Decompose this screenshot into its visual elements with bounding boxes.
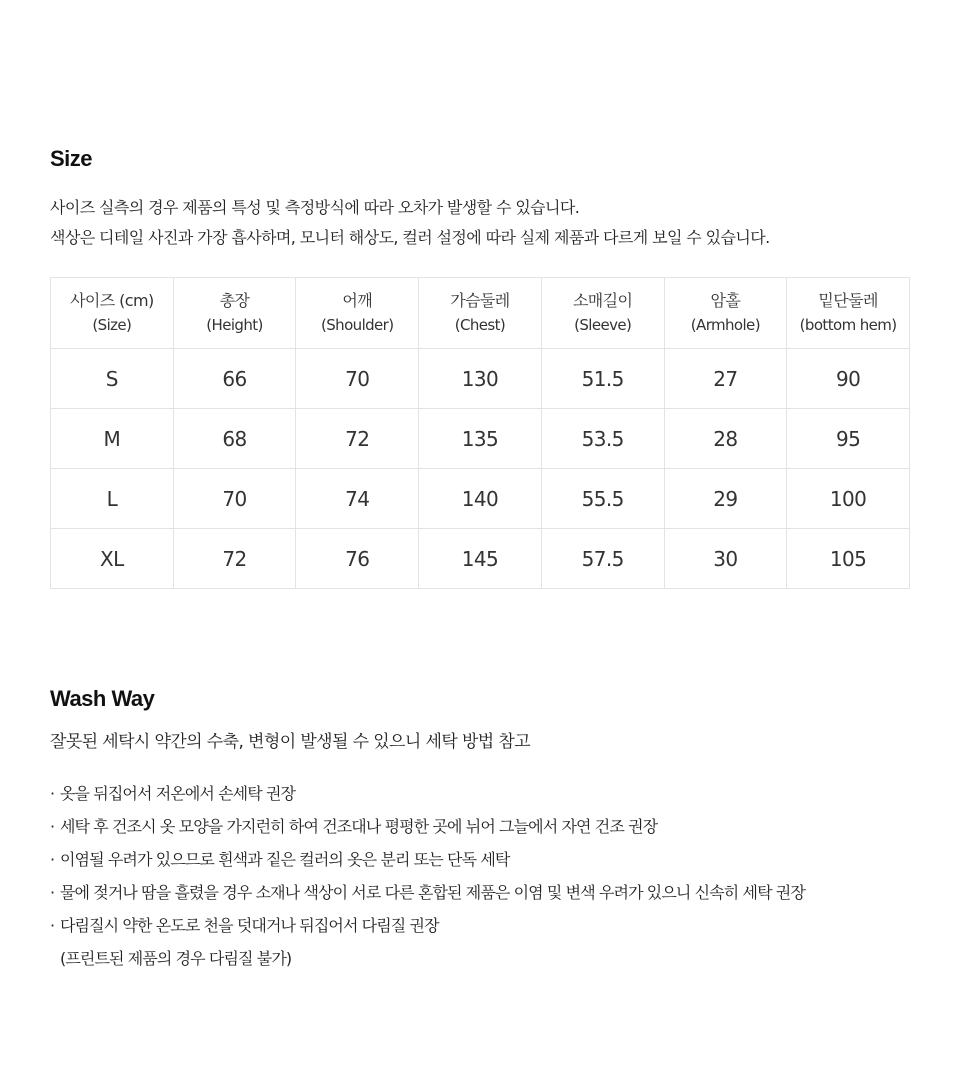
cell-shoulder: 72	[296, 409, 419, 469]
cell-shoulder: 70	[296, 349, 419, 409]
size-table-header-row	[51, 278, 910, 349]
cell-sleeve: 51.5	[541, 349, 664, 409]
header-chest: 가슴둘레 (Chest)	[419, 278, 542, 349]
cell-shoulder: 76	[296, 529, 419, 589]
wash-section-title: Wash Way	[50, 686, 155, 711]
cell-height: 66	[173, 349, 296, 409]
cell-armhole: 29	[664, 469, 787, 529]
table-row	[51, 469, 910, 529]
cell-armhole: 27	[664, 349, 787, 409]
cell-chest: 145	[419, 529, 542, 589]
cell-height: 72	[173, 529, 296, 589]
cell-armhole: 30	[664, 529, 787, 589]
size-notes	[50, 193, 770, 253]
bullet-dot: ·	[50, 916, 55, 935]
cell-bottom-hem: 90	[787, 349, 910, 409]
cell-sleeve: 57.5	[541, 529, 664, 589]
list-item	[50, 909, 920, 975]
table-row	[51, 529, 910, 589]
table-row	[51, 349, 910, 409]
table-row	[51, 409, 910, 469]
cell-size: M	[51, 409, 174, 469]
bullet-dot: ·	[50, 784, 55, 803]
cell-size: S	[51, 349, 174, 409]
cell-sleeve: 53.5	[541, 409, 664, 469]
header-height: 총장 (Height)	[173, 278, 296, 349]
wash-item-text: 옷을 뒤집어서 저온에서 손세탁 권장	[60, 784, 296, 803]
wash-item-continuation: (프린트된 제품의 경우 다림질 불가)	[60, 949, 292, 968]
bullet-dot: ·	[50, 850, 55, 869]
list-item	[50, 777, 920, 810]
bullet-dot: ·	[50, 817, 55, 836]
header-size: 사이즈 (cm) (Size)	[51, 278, 174, 349]
wash-item-text: 다림질시 약한 온도로 천을 덧대거나 뒤집어서 다림질 권장	[60, 916, 439, 935]
cell-bottom-hem: 95	[787, 409, 910, 469]
cell-armhole: 28	[664, 409, 787, 469]
wash-intro: 잘못된 세탁시 약간의 수축, 변형이 발생될 수 있으니 세탁 방법 참고	[50, 732, 531, 752]
header-shoulder: 어깨 (Shoulder)	[296, 278, 419, 349]
header-bottom-hem: 밑단둘레 (bottom hem)	[787, 278, 910, 349]
cell-chest: 140	[419, 469, 542, 529]
cell-size: L	[51, 469, 174, 529]
size-section-title: Size	[50, 146, 93, 171]
cell-bottom-hem: 100	[787, 469, 910, 529]
size-note-color: 색상은 디테일 사진과 가장 흡사하며, 모니터 해상도, 컬러 설정에 따라 실제 제품과 다르게 보일 수 있습니다.	[50, 228, 770, 247]
cell-shoulder: 74	[296, 469, 419, 529]
cell-sleeve: 55.5	[541, 469, 664, 529]
cell-height: 70	[173, 469, 296, 529]
size-note-measurement: 사이즈 실측의 경우 제품의 특성 및 측정방식에 따라 오차가 발생할 수 있습니다.	[50, 198, 580, 217]
cell-chest: 135	[419, 409, 542, 469]
cell-height: 68	[173, 409, 296, 469]
cell-chest: 130	[419, 349, 542, 409]
cell-size: XL	[51, 529, 174, 589]
header-armhole: 암홀 (Armhole)	[664, 278, 787, 349]
bullet-dot: ·	[50, 883, 55, 902]
list-item	[50, 876, 920, 909]
header-sleeve: 소매길이 (Sleeve)	[541, 278, 664, 349]
wash-item-text: 세탁 후 건조시 옷 모양을 가지런히 하여 건조대나 평평한 곳에 뉘어 그늘에서 자연 건조 권장	[60, 817, 658, 836]
size-table	[50, 277, 910, 589]
list-item	[50, 810, 920, 843]
wash-item-text: 이염될 우려가 있으므로 흰색과 짙은 컬러의 옷은 분리 또는 단독 세탁	[60, 850, 510, 869]
wash-item-text: 물에 젖거나 땀을 흘렸을 경우 소재나 색상이 서로 다른 혼합된 제품은 이염 및 변색 우려가 있으니 신속히 세탁 권장	[60, 883, 805, 902]
wash-instructions-list	[50, 777, 920, 975]
list-item	[50, 843, 920, 876]
cell-bottom-hem: 105	[787, 529, 910, 589]
